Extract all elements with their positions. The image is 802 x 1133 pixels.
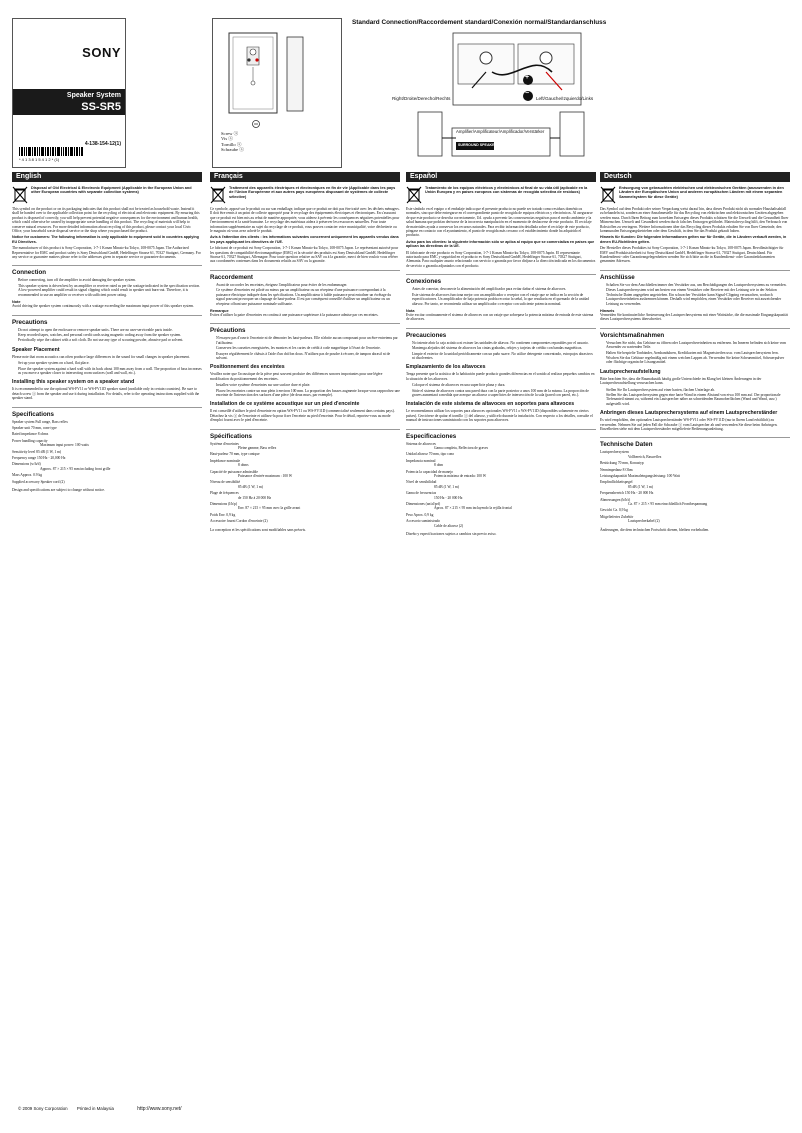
section-specifications: Spécifications [210,429,400,440]
spec-key: Frequenzbereich [600,491,624,496]
printed-in: Printed in Malaysia [76,1106,114,1111]
part-code: 4-138-154-12(1) [84,141,121,147]
note-heading: Note [12,300,21,305]
spec-row [406,519,596,528]
section-stand: Instalación de este sistema de altavoces en soportes para altavoces [406,401,575,408]
spec-row [600,498,790,507]
screw-label-list [221,131,281,153]
closing-note: Design and specifications are subject to change without notice. [12,488,105,493]
spec-row [600,508,790,512]
spec-value: 85 dB (1 W, 1 m) [238,484,263,489]
spec-key: Nivel de sensibilidad [406,480,437,485]
spec-key: Unidad altavoz [406,452,428,457]
spec-key: Speaker unit [12,425,31,430]
list-item: • Place the speaker system against a hard wall with its back about 100 mm away from a wall. The proportion of bass increases as you move a speaker closer to intersecting room surfaces (wall and wall, etc.). [18,367,202,376]
spec-row [406,452,596,456]
note-heading: Hinweis [600,308,615,313]
spec-value: Full range, Bass reflex [35,419,68,424]
screw-label: Schraube ⓐ [221,147,244,153]
spec-value: Env. 0,9 kg [218,512,236,517]
spec-list [12,420,202,484]
column-english [12,172,202,1022]
spec-row [600,491,790,495]
spec-key: Plage de fréquences [210,491,239,496]
spec-key: Peso [406,512,413,517]
list-item: • Mantenga alejados del sistema de altavoces las cintas grabadas, relojes y tarjetas de crédito con bandas magnéticas. [412,346,596,350]
spec-value: 70 mm, Konustyp [617,461,644,466]
placement-list [12,361,202,375]
section-precautions: Precautions [12,315,202,326]
section-precautions: Precauciones [406,328,596,339]
section-placement: Emplazamiento de los altavoces [406,364,486,371]
list-item: • Sitúe el sistema de altavoces contra una pared dura con la parte posterior a unos 100 mm de la misma. La proporción de graves aumentará a medida que acerque un altavoz a superficies de intersección de la sala (pared con pared, etc.). [412,389,596,398]
spec-row [12,456,202,460]
list-item: • Wischen Sie das Gehäuse regelmäßig mit einem weichen Lappen ab. Verwenden Sie keine Scheuermittel, Scheuerpulver oder flüchtige organische Lösungsmittel. [606,356,790,365]
weee-block [210,186,400,204]
lang-header: Deutsch [600,172,790,182]
weee-text [31,186,202,204]
weee-text [619,186,790,204]
spec-value: Potencia máxima de entrada: 100 W [434,474,487,479]
spec-key: Gama de frecuencias [406,491,437,496]
spec-key: Accesorio suministrado [406,519,441,524]
spec-value: Speaker cord (2) [40,479,65,484]
weee-title: Disposal of Old Electrical & Electronic Equipment (Applicable in the European Union and other European countries with separate collection systems) [31,186,192,195]
spec-row [210,470,400,479]
column-espanol [406,172,596,1022]
spec-key: Impedancia nominal [406,458,436,463]
spec-key: Mass [12,473,20,478]
note-heading: Nota [406,308,415,313]
section-specifications: Specifications [12,407,202,418]
spec-row [210,513,400,517]
section-precautions: Précautions [210,323,400,334]
spec-key: Mitgeliefertes Zubehör [600,514,634,519]
spec-key: Rated impedance [12,432,37,437]
spec-row [12,450,202,454]
connection-list [12,278,202,297]
weee-title: Traitement des appareils électriques et électroniques en fin de vie (Applicable dans les pays de l'Union Européenne et aux autres pays européens disposant de systèmes de collecte sélective) [229,186,396,199]
spec-row [210,442,400,451]
spec-value: 8 Ohm [622,467,633,472]
cover-panel [12,18,126,168]
notice-title: Aviso para los clientes: la siguiente información sólo se aplica al equipo que se comercializa en países que aplican las directivas de la UE. [406,239,595,249]
spec-value: de 150 Hz à 20 000 Hz [238,495,272,500]
crossed-bin-icon [12,186,28,204]
list-item: • Avant de raccorder les enceintes, éteignez l'amplificateur pour éviter de les endommager. [216,283,400,287]
minus-label: − [525,90,530,97]
footer [18,1106,182,1112]
spec-value: 8 ohms [238,463,249,468]
closing-note: La conception et les spécifications sont modifiables sans préavis. [210,527,306,532]
spec-row [600,468,790,472]
spec-row [406,442,596,451]
weee-body: This symbol on the product or on its packaging indicates that this product shall not be treated as household waste. Instead it shall be handed over to the applicable collection point for the recycling of electrical and electronic equipment. By ensuring this product is disposed of correctly, you will help prevent potential negative consequences for the environment and human health, which could otherwise be caused by inappropriate waste handling of this product. The recycling of materials will help to conserve natural resources. For more detailed information about recycling of this product, please contact your local Civic Office, your household waste disposal service or the shop where you purchased the product. [12,207,200,234]
spec-list [600,450,790,523]
spec-key: Haut-parleur [210,452,229,457]
spec-key: Frequency range [12,456,37,460]
spec-key: Sistema de altavoces [406,441,436,446]
spec-value: Ca. 0,9 kg [613,508,628,513]
spec-key: Potencia la capacidad de manejo [406,469,453,474]
placement-list [210,383,400,397]
list-item: • Versuchen Sie nicht, das Gehäuse zu öffnen oder Lautsprechereinheiten zu entfernen. Im Inneren befinden sich keine vom Anwender zu wartenden Teile. [606,341,790,350]
spec-key: Gewicht [600,508,613,513]
weee-block [406,186,596,204]
spec-row [12,439,202,448]
spec-row [406,470,596,479]
section-connection: Conexiones [406,274,596,285]
spec-row [600,480,790,489]
list-item: • No intente abrir la caja acústica ni extraer las unidades de altavoz. No contienen componentes reparables por el usuario. [412,341,596,345]
spec-row [12,480,202,484]
spec-key: Accessoire fourni [210,519,236,524]
section-specifications: Especificaciones [406,429,596,440]
section-connection: Raccordement [210,270,400,281]
spec-row [210,459,400,468]
spec-value: 150 Hz - 20,000 Hz [36,456,66,460]
spec-value: Approx. 0.9 kg [20,473,43,478]
section-connection: Anschlüsse [600,270,790,281]
spec-list [210,442,400,524]
spec-row [210,452,400,456]
section-specifications: Technische Daten [600,437,790,448]
weee-body: Ce symbole, apposé sur le produit ou sur son emballage, indique que ce produit ne doit pas être traité avec les déchets ménagers. Il doit être remis à un point de collecte approprié pour le recyclage des équipements électriques et électroniques. En s'assurant que ce produit est bien mis au rebut de manière appropriée, vous aiderez à prévenir les conséquences négatives potentielles pour l'environnement et la santé humaine. Le recyclage des matériaux aidera à préserver les ressources naturelles. Pour toute information supplémentaire au sujet du recyclage de ce produit, vous pouvez contacter votre municipalité, votre déchetterie ou le magasin où vous avez acheté le produit. [210,207,400,234]
list-item: • Dieses Lautsprechersystem wird am besten von einem Verstärker oder Receiver mit der Leistung wie in der Sektion Technische Daten angegeben angetrieben. Ein schwacher Verstärker kann Signal-Clipping verursachen, wodurch Lautsprechereinheiten ausbrennen können. Deshalb wird empfohlen, einen Verstärker oder Receiver mit ausreichender Leistung zu verwenden. [606,288,790,306]
connection-panel [344,18,792,166]
section-stand: Installing this speaker system on a speaker stand [12,379,135,386]
left-label: Left/Gauche/Izquierdo/Links [536,96,594,101]
spec-value: Aprox. 0,9 kg [413,512,434,517]
spec-key: Empfindlichkeitspegel [600,480,633,485]
placement-body: Please note that room acoustics can often produce large differences in the sound for small changes in speaker placement. [12,354,190,359]
weee-block [12,186,202,204]
notice-body: El fabricante de este producto es Sony Corporation, 1-7-1 Konan Minato-ku Tokyo, 108-0075 Japón. El representante autorizado para EMC y seguridad en el producto es Sony Deutschland GmbH, Hedelfinger Strasse 61, 70327 Stuttgart, Alemania. Para cualquier asunto relacionado con servicio o garantía por favor diríjase a la dirección indicada en los documentos de servicio o garantía adjuntados con el producto. [406,250,596,268]
spec-row [406,502,596,511]
crossed-bin-icon [210,186,226,204]
notice-body: Der Hersteller dieses Produktes ist Sony Corporation, 1-7-1 Konan Minato-ku Tokyo, 108-0075 Japan. Bevollmächtigter für EMV und Produktsicherheit ist Sony Deutschland GmbH, Hedelfinger Strasse 61, 70327 Stuttgart, Deutschland. Für Kundendienst- oder Garantieangelegenheiten wenden Sie sich bitte an die in Kundendienst- oder Garantiedokumenten genannten Adressen. [600,246,784,264]
weee-title: Entsorgung von gebrauchten elektrischen und elektronischen Geräten (anzuwenden in den Ländern der Europäischen Union und anderen europäischen Ländern mit einem separaten Sammelsystem für diese Geräte) [619,186,784,199]
speaker-amp-diagram-icon [416,108,586,164]
list-item: • Periodically wipe the cabinet with a soft cloth. Do not use any type of scouring powder, abrasive pad or solvent. [18,338,202,342]
section-connection: Connection [12,265,202,276]
list-item: • Stellen Sie das Lautsprechersystem gegen eine harte Wand in einem Abstand von etwa 100 mm auf. Der proportionale Tiefenanteil nimmt zu, während ein Lautsprecher näher an schneidenden Raumoberflächen (Wand und Wand, usw.) aufgestellt wird. [606,393,790,406]
spec-row [210,519,400,523]
closing-note: Änderungen, die dem technischen Fortschritt dienen, bleiben vorbehalten. [600,527,710,532]
placement-list [406,383,596,397]
spec-key: Nennimpedanz [600,467,622,472]
spec-value: 8 ohms [37,432,49,437]
note-body: Vermeiden Sie kontinuierliche Ansteuerung des Lautsprechersystems mit einer Wattstärke, die die maximale Eingangskapazität dieses Lautsprechersystems überschreitet. [600,312,788,322]
spec-value: Env. 87 × 215 × 95 mm avec la grille avant [238,506,301,511]
stand-body: Es wird empfohlen, den optionalen Lautsprecherständer WS-FV11 oder WS-FV11D (nur in Ihrem Land erhältlich) zu verwenden. Nehmen Sie auf jeden Fall die Schraube ⓐ vom Lautsprecher ab und verwenden Sie diese beim Anbringen. Einzelheiten siehe mit dem Lautsprecherständer mitgelieferte Bedienungsanleitung. [600,418,778,431]
spec-key: Supplied accessory [12,479,40,484]
spec-value: 70 mm, cone type [30,425,57,430]
notice-body: Le fabricant de ce produit est Sony Corporation, 1-7-1 Konan Minato-ku Tokyo, 108-0075 Japon. Le représentant autorisé pour les questions de compatibilité électromagnétique (EMC) et la sécurité des produits est Sony Deutschland GmbH, Hedelfinger Strasse 61, 70327 Stuttgart, Allemagne. Pour toute question relative au SAV ou à la garantie, merci de bien vouloir vous référer aux coordonnées contenues dans les documents relatifs au SAV ou la garantie. [210,246,399,264]
notice-title: Notice for customers: The following information is only applicable to equipment sold in countries applying EU Directives. [12,235,199,244]
spec-value: 150 Hz - 20 000 Hz [624,491,654,496]
speaker-side-icon [285,35,305,113]
list-item: • Essuyez régulièrement le châssis à l'aide d'un chiffon doux. N'utilisez pas de poudre à récurer, de tampon abrasif ni de solvant. [216,352,400,361]
spec-key: Leistungskapazität [600,474,627,479]
placement-list [600,388,790,407]
weee-text [229,186,400,204]
spec-row [406,480,596,489]
spec-key: Sensitivity level [12,449,36,454]
spec-row [12,473,202,477]
spec-key: Dimensions (w/h/d) [12,462,41,467]
plus-label: + [525,74,530,81]
precautions-list [210,336,400,360]
mounting-panel [212,18,342,168]
spec-key: Bestückung [600,461,617,466]
list-item: • Schalten Sie vor dem Anschließen immer den Verstärker aus, um Beschädigungen des Lautsprechersystems zu vermeiden. [606,283,790,287]
surround-speaker-label: SURROUND SPEAKER [458,143,498,147]
spec-key: Poids [210,512,218,517]
list-item: • N'essayez pas d'ouvrir l'enceinte ni de démonter les haut-parleurs. Elle n'abrite aucun composant pour un être-entretenu par l'utilisateur. [216,336,400,345]
spec-row [12,420,202,424]
spec-value: Vollbereich, Bassreflex [628,454,662,459]
amp-label: Amplifier/Amplificateur/Amplificador/Verstärker [456,129,545,134]
section-placement: Lautsprecheraufstellung [600,368,661,375]
connection-heading: Standard Connection/Raccordement standard/Conexión normal/Standardanschluss [352,19,607,26]
weee-body: Das Symbol auf dem Produkt oder seiner Verpackung weist darauf hin, dass dieses Produkt nicht als normaler Haushaltsabfall zu behandeln ist, sondern an einer Annahmestelle für das Recycling von elektrischen und elektronischen Geräten abgegeben werden muss. Durch Ihren Beitrag zum korrekten Entsorgen dieses Produkts schützen Sie die Umwelt und die Gesundheit Ihrer Mitmenschen. Umwelt und Gesundheit werden durch falsches Entsorgen gefährdet. Materialrecycling hilft, den Verbrauch von Rohstoffen zu verringern. Weitere Informationen über das Recycling dieses Produkts erhalten Sie von Ihrer Gemeinde, den kommunalen Entsorgungsbetrieben oder dem Geschäft, in dem Sie das Produkt gekauft haben. [600,207,789,234]
spec-value: 70 mm, type conique [229,452,260,457]
section-placement: Positionnement des enceintes [210,364,285,371]
notice-title: Avis à l'attention des clients : les informations suivantes concernent uniquement les appareils vendus dans les pays appliquant les directives de l'UE. [210,235,399,244]
column-francais [210,172,400,1022]
list-item: • Conservez les cassettes enregistrées, les montres et les cartes de crédit à code magnétique à l'écart de l'enceinte. [216,346,400,350]
terminal-closeup-icon [452,32,582,106]
product-name: Speaker System [66,92,121,99]
barcode-icon [19,147,83,156]
list-item: • Keep recorded tapes, watches, and personal credit cards using magnetic coding away from the speaker system. [18,333,202,337]
list-item: • Before connecting, turn off the amplifier to avoid damaging the speaker system. [18,278,202,282]
column-deutsch [600,172,790,1022]
spec-key: Capacité de puissance admissible [210,469,259,474]
note-body: Evite excitar continuamente el sistema de altavoces con un vataje que sobrepase la potencia máxima de entrada de este sistema de altavoces. [406,312,594,322]
right-label: Right/Droite/Derecho/Rechts [392,96,451,101]
precautions-list [406,341,596,361]
crossed-bin-icon [406,186,422,204]
list-item: • This speaker system is driven best by an amplifier or receiver rated as per the wattage indicated in the specification section. A low-powered amplifier could result in signal clipping which could result in speaker unit burn-out. Therefore, it is recommended to use an amplifier or receiver with sufficient power rating. [18,284,202,297]
precautions-list [12,328,202,343]
stand-body: It is recommended to use the optional WS-FV11 or WS-FV11D speaker stand (available only in certain countries). Be sure to detach screw ⓐ from the speaker and use it during installation. For details, refer to the operating instructions supplied with the speaker stand. [12,387,200,401]
section-precautions: Vorsichtsmaßnahmen [600,328,790,339]
spec-value: 150 Hz - 20 000 Hz [434,495,463,500]
spec-list [406,442,596,529]
spec-row [406,459,596,468]
spec-key: Lautsprechersystem [600,450,629,455]
spec-value: Puissance d'entrée maximum : 100 W [238,474,293,479]
precautions-list [600,341,790,365]
spec-key: Dimensiones (an/al/prf) [406,502,441,507]
placement-body: Veuillez noter que l'acoustique de la pièce peut souvent produire des différences sonores importantes pour une légère modification du positionnement des enceintes. [210,372,383,381]
spec-key: Speaker system [12,419,35,424]
spec-value: 85 dB (1 W, 1 m) [434,484,459,489]
list-item: • Stellen Sie Ihr Lautsprechersystem auf einer harten, flachen Unterlage ab. [606,388,790,392]
list-item: • Coloque el sistema de altavoces en una superficie plana y dura. [412,383,596,387]
placement-body: Bitte beachten Sie, dass die Raumakustik häufig große Unterschiede im Klang bei kleinen Änderungen in der Lautsprecheraufstellung verursachen kann. [600,376,762,386]
brand-logo: SONY [82,45,121,60]
note-body: Evitez d'utiliser la paire d'enceintes en continu à une puissance supérieure à la puissance admise par ces enceintes. [210,312,379,317]
spec-value: Lautsprecherkabel (2) [628,519,660,524]
spec-key: Abmessungen (b/h/t) [600,497,631,502]
notice-body: The manufacturer of this product is Sony Corporation, 1-7-1 Konan Minato-ku Tokyo, 108-0075 Japan. The Authorized Representative for EMC and product safety is Sony Deutschland GmbH, Hedelfinger Strasse 61, 70327 Stuttgart, Germany. For any service or guarantee matters please refer to the addresses given in separate service or guarantee documents. [12,246,201,260]
connection-list [600,283,790,306]
speaker-back-icon [227,31,279,115]
spec-value: Cable de altavoz (2) [434,523,464,528]
spec-key: Dimensions (l/h/p) [210,502,238,507]
spec-value: 85 dB (1 W, 1 m) [628,484,653,489]
spec-value: 8 ohm [434,463,444,468]
stand-body: Il est conseillé d'utiliser le pied d'enceinte en option WS-FV11 ou WS-FV11D (commercialisé seulement dans certains pays). Détachez la vis ⓐ de l'enceinte et utilisez-la pour fixer l'enceinte au pied d'enceinte. Pour le détail, reportez-vous au mode d'emploi fourni avec le pied d'enceinte. [210,409,395,423]
section-stand: Installation de ce système acoustique sur un pied d'enceinte [210,401,360,408]
spec-row [12,426,202,430]
list-item: • Installez votre système d'enceintes sur une surface dure et plate. [216,383,400,387]
spec-value: 70 mm, tipo cono [428,452,455,457]
spec-value: 85 dB (1 W, 1 m) [36,449,62,454]
spec-value: Maximaleingangsleistung: 100 Watt [627,474,680,479]
spec-value: Aprox. 87 × 215 × 95 mm incluyendo la rejilla frontal [434,506,512,511]
note-heading: Remarque [210,308,229,313]
list-item: • Limpie el exterior de la unidad periódicamente con un paño suave. No utilice detergente concentrado, estropajos abrasivos ni disolventes. [412,352,596,361]
spec-row [600,450,790,459]
connection-list [210,283,400,306]
spec-row [600,461,790,465]
lang-header: English [12,172,202,182]
section-placement: Speaker Placement [12,346,60,353]
crossed-bin-icon [600,186,616,204]
spec-row [406,513,596,517]
spec-row [210,491,400,500]
lang-header: Español [406,172,596,182]
spec-value: Ca. 87 × 215 × 95 mm einschließlich Frontbespannung [628,502,708,507]
spec-value: Approx. 87 × 215 × 95 mm including front grille [40,466,111,471]
spec-row [210,502,400,511]
spec-value: Cordon d'enceinte (2) [236,519,268,524]
weee-text [425,186,596,204]
spec-key: Niveau de sensibilité [210,480,241,485]
screw-label: Vis ⓐ [221,136,233,142]
screw-label: Tornillo ⓐ [221,141,242,147]
list-item: • Set up your speaker system on a hard, flat place. [18,361,202,365]
lang-header: Français [210,172,400,182]
spec-row [600,515,790,524]
website-link[interactable]: http://www.sony.net/ [137,1106,182,1112]
spec-key: Power handling capacity [12,438,48,443]
notice-title: Hinweis für Kunden: Die folgenden Informationen gelten nur für Geräte, die in Ländern verkauft werden, in denen EU-Richtlinien gelten. [600,235,787,244]
screw-icon [251,119,261,129]
weee-block [600,186,790,204]
spec-row [12,432,202,436]
weee-body: Este símbolo en el equipo o el embalaje indica que el presente producto no puede ser tratado como residuos domésticos normales, sino que debe entregarse en el correspondiente punto de recogida de equipos eléctricos y electrónicos. Al asegurarse de que este producto se desecha correctamente, Ud. ayuda a prevenir las consecuencias negativas para el medio ambiente y la salud humana que podrían derivarse de la incorrecta manipulación en el momento de deshacerse de este producto. El reciclaje de materiales ayuda a conservar los recursos naturales. Para recibir información detallada sobre el reciclaje de este producto, póngase en contacto con el ayuntamiento, el punto de recogida más cercano o el establecimiento donde ha adquirido el producto. [406,207,593,238]
model-number: SS-SR5 [81,101,121,113]
spec-key: Impédance nominale [210,458,241,463]
list-item: • Placez les enceintes contre un mur plein à environ 100 mm. La proportion des basses augmente lorsque vous rapprochez une enceinte de l'intersection des surfaces d'une pièce (de deux murs, par exemple). [216,389,400,398]
section-stand: Anbringen dieses Lautsprechersystems auf einem Lautsprecherständer [600,410,778,417]
copyright: © 2009 Sony Corporation [18,1106,68,1111]
spec-value: Gama completa, Reflectora de graves [434,446,488,450]
spec-value: Pleine gamme, Bass reflex [238,446,277,450]
list-item: • Este sistema de altavoces funciona mejor con un amplificador o receptor con el vataje que se indica en la sección de especificaciones. Un amplificador de baja potencia podría recortar la señal, lo que resultaría en el quemado de la unidad altavoz. Por tanto, se recomienda utilizar un amplificador o receptor con suficiente potencia nominal. [412,293,596,306]
spec-key: Système d'enceintes [210,441,239,446]
list-item: • Ce système d'enceintes est piloté au mieux par un amplificateur ou un récepteur d'une puissance correspondant à la puissance électrique indiquée dans les spécifications. Un amplificateur à faible puissance peut entraîner un écrêtage du signal pouvant provoquer un claquage de haut-parleur. Il est par conséquent conseillé d'utiliser un amplificateur ou un récepteur offrant une puissance nominale suffisante. [216,288,400,306]
weee-title: Tratamiento de los equipos eléctricos y electrónicos al final de su vida útil (aplicable en la Unión Europea y en países europeos con sistemas de recogida selectiva de residuos) [425,186,588,195]
list-item: • Halten Sie bespielte Tonbänder, Armbanduhren, Kreditkarten mit Magnetstreifen usw. vom Lautsprechersystem fern. [606,351,790,355]
spec-row [12,462,202,471]
spec-row [406,491,596,500]
barcode-text: * 4 1 3 8 1 5 4 1 2 * (1) [19,157,60,162]
spec-value: Maximum input power: 100 watts [40,443,89,448]
spec-row [210,480,400,489]
list-item: • Antes de conectar, desconecte la alimentación del amplificador para evitar dañar el sistema de altavoces. [412,287,596,291]
stand-body: Le recomendamos utilizar los soportes para altavoces opcionales WS-FV11 o WS-FV11D (disponibles solamente en ciertos países). Cerciórese de quitar el tornillo ⓐ del altavoz, y utilícelo durante la instalación. Con respecto a los detalles, consulte el manual de instrucciones suministrado con los soportes para altavoces. [406,409,593,423]
closing-note: Diseño y especificaciones sujetos a cambios sin previo aviso. [406,532,497,537]
note-body: Avoid driving the speaker system continuously with a wattage exceeding the maximum input power of this speaker system. [12,304,195,309]
spec-row [600,474,790,478]
placement-body: Tenga presente que la acústica de la habitación puede producir grandes diferencias en el sonido al realizar pequeños cambios en la situación de los altavoces. [406,372,595,381]
screw-label: Screw ⓐ [221,131,239,136]
connection-list [406,287,596,306]
list-item: • Do not attempt to open the enclosure or remove speaker units. There are no user-serviceable parts inside. [18,328,202,332]
